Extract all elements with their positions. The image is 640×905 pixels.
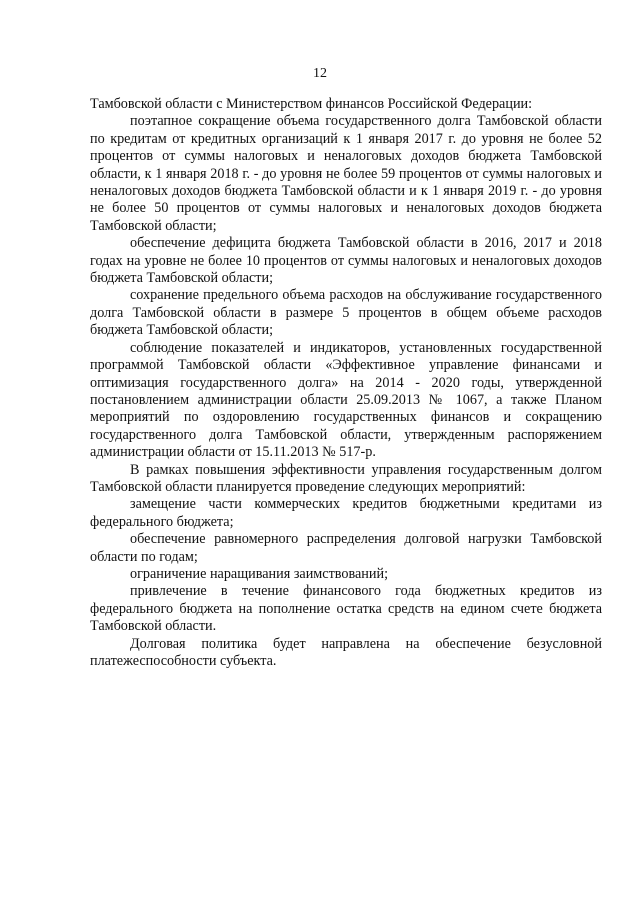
paragraph: обеспечение равномерного распределения долговой нагрузки Тамбовской области по годам;: [90, 531, 602, 565]
paragraph: ограничение наращивания заимствований;: [130, 565, 389, 582]
paragraph: соблюдение показателей и индикаторов, установленных государственной программой Тамбовской области «Эффективное управление финансами и оптимизация государственного долга» на 2014 - 2020 годы, утвержденной постановлением администрации области 25.09.2013 № 1067, а также Планом мероприятий по оздоровлению государственных финансов и сокращению государственного долга Тамбовской области, утвержденным распоряжением администрации области от 15.11.2013 № 517-р.: [90, 339, 602, 461]
paragraph: замещение части коммерческих кредитов бюджетными кредитами из федерального бюджета;: [90, 496, 602, 530]
page-number: 12: [313, 66, 327, 81]
paragraph: Тамбовской области с Министерством финансов Российской Федерации:: [90, 96, 533, 112]
paragraph: привлечение в течение финансового года бюджетных кредитов из федерального бюджета на пополнение остатка средств на едином счете бюджета Тамбовской области.: [90, 583, 602, 635]
paragraph: сохранение предельного объема расходов на обслуживание государственного долга Тамбовской области в размере 5 процентов в общем объеме расходов бюджета Тамбовской области;: [90, 287, 602, 339]
paragraph: обеспечение дефицита бюджета Тамбовской области в 2016, 2017 и 2018 годах на уровне не более 10 процентов от суммы налоговых и неналоговых доходов бюджета Тамбовской области;: [90, 235, 602, 287]
paragraph: поэтапное сокращение объема государственного долга Тамбовской области по кредитам от кредитных организаций к 1 января 2017 г. до уровня не более 52 процентов от суммы налоговых и неналоговых доходов бюджета Тамбовской области, к 1 января 2018 г. - до уровня не более 59 процентов от суммы налоговых и неналоговых доходов бюджета Тамбовской области и к 1 января 2019 г. - до уровня не более 50 процентов от суммы налоговых и неналоговых доходов бюджета Тамбовской области;: [90, 113, 602, 234]
paragraph: Долговая политика будет направлена на обеспечение безусловной платежеспособности субъекта.: [90, 635, 602, 669]
paragraph: В рамках повышения эффективности управления государственным долгом Тамбовской области планируется проведение следующих мероприятий:: [90, 461, 602, 495]
body-text: [90, 96, 602, 670]
